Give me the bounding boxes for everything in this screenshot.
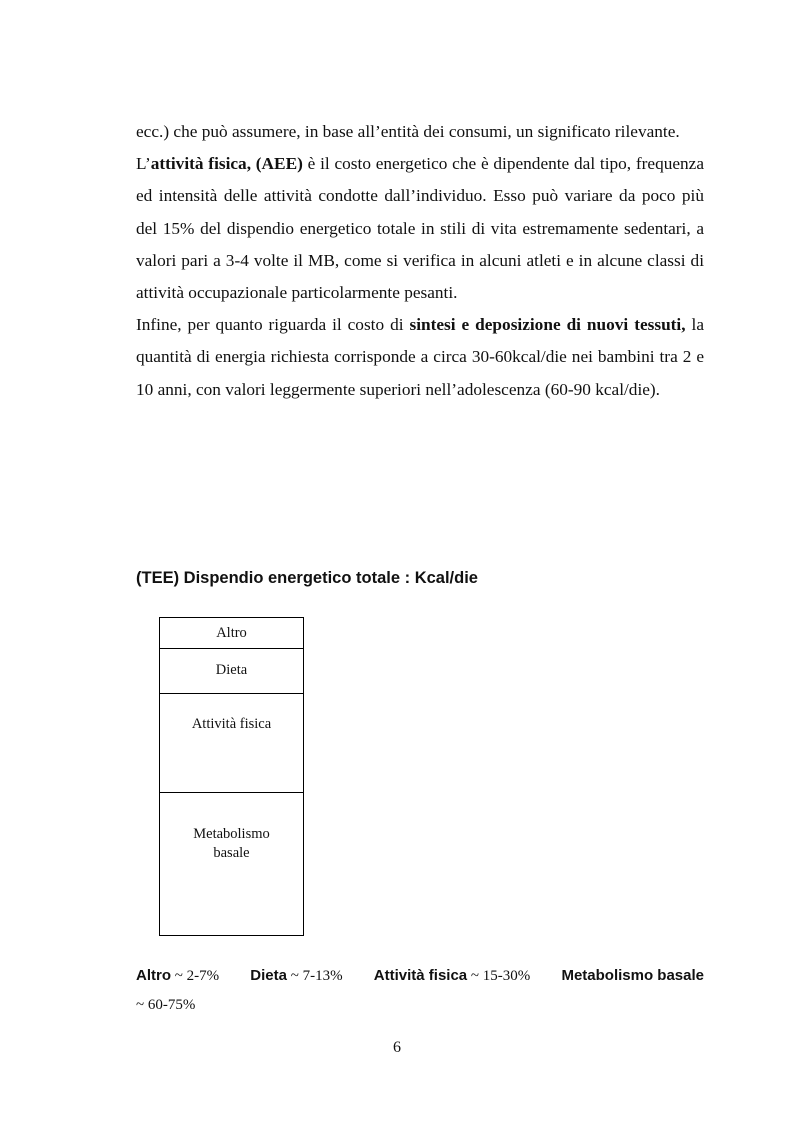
paragraph-3-lead: Infine, per quanto riguarda il costo di [136, 315, 410, 335]
legend-attivita-label: Attività fisica [373, 967, 468, 984]
legend-altro [136, 961, 219, 991]
paragraph-3 [136, 309, 704, 406]
block-metabolismo-label-line2: basale [213, 845, 250, 861]
legend-dieta-value: ~ 7-13% [286, 968, 343, 984]
block-altro [160, 618, 303, 649]
block-altro-label: Altro [216, 625, 247, 641]
legend-attivita [374, 961, 530, 991]
legend-altro-label: Altro [136, 967, 171, 984]
paragraph-1 [136, 116, 704, 148]
block-dieta-label: Dieta [215, 662, 248, 678]
block-metabolismo-label-line1: Metabolismo [193, 826, 270, 842]
legend-attivita-value: ~ 15-30% [467, 968, 531, 984]
tee-diagram [159, 617, 304, 936]
legend-row [136, 961, 704, 991]
block-attivita-label: Attività fisica [191, 716, 272, 732]
block-metabolismo-basale [160, 793, 303, 935]
legend [136, 961, 704, 1020]
legend-altro-value: ~ 2-7% [171, 968, 220, 984]
diagram-title: (TEE) Dispendio energetico totale : Kcal/die [136, 569, 478, 587]
paragraph-2-rest: è il costo energetico che è dipendente dal tipo, frequenza ed intensità delle attività condotte dall’individuo. Esso può variare da poco più del 15% del dispendio energetico totale in stili di vita estremamente sedentari, a valori pari a 3-4 volte il MB, come si verifica in alcuni atleti e in alcune classi di attività occupazionale particolarmente pesanti. [136, 154, 705, 303]
paragraph-3-rest: la quantità di energia richiesta corrisponde a circa 30-60kcal/die nei bambini tra 2 e 10 anni, con valori leggermente superiori nell’adolescenza (60-90 kcal/die). [136, 315, 704, 399]
paragraph-2-bold: attività fisica, (AEE) [150, 154, 303, 174]
block-dieta [160, 649, 303, 694]
paragraph-1-text: ecc.) che può assumere, in base all’entità dei consumi, un significato rilevante. [136, 122, 680, 141]
paragraph-2 [136, 148, 704, 309]
legend-dieta-label: Dieta [250, 967, 287, 984]
legend-metabolismo-value: ~ 60-75% [136, 997, 196, 1013]
paragraph-3-bold: sintesi e deposizione di nuovi tessuti, [409, 315, 686, 335]
legend-dieta [250, 961, 342, 991]
paragraph-2-lead: L’ [136, 154, 151, 174]
page-number: 6 [393, 1039, 401, 1056]
legend-metabolismo-label: Metabolismo basale [561, 967, 704, 984]
body-text [136, 116, 704, 406]
legend-metabolismo [561, 961, 704, 991]
block-attivita-fisica [160, 694, 303, 793]
